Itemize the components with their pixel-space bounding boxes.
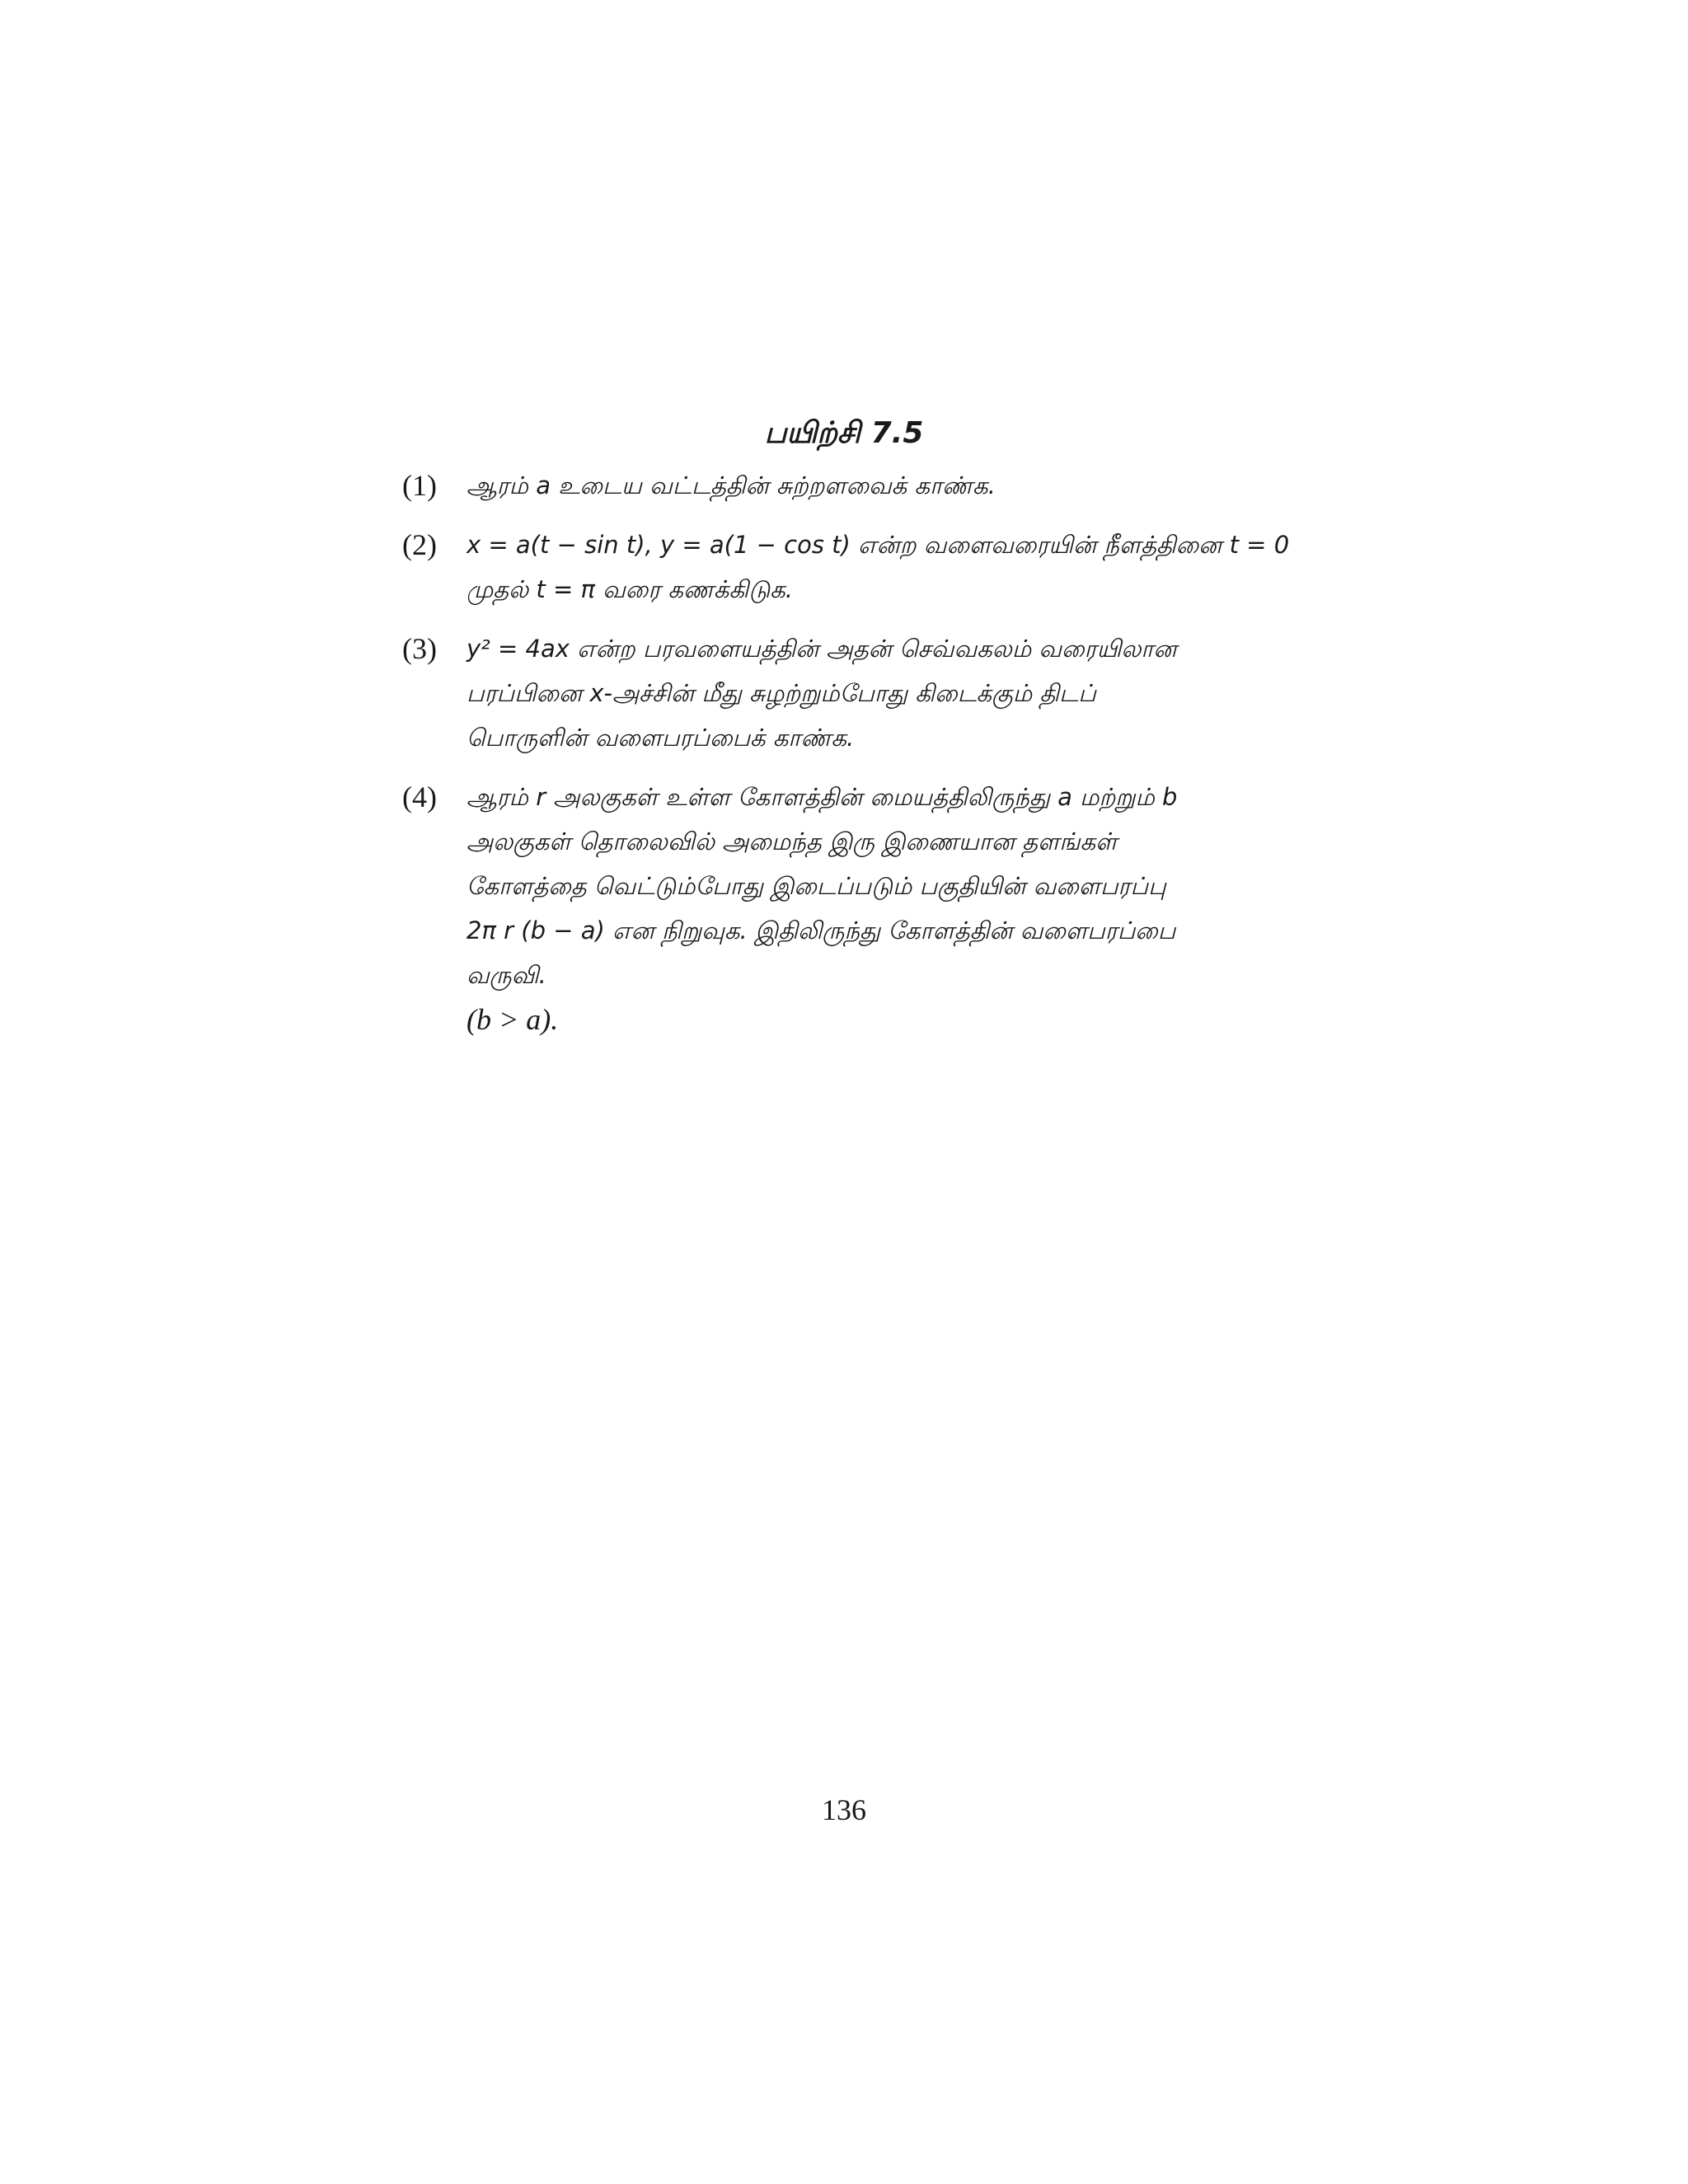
exercise-item-2	[402, 523, 1292, 612]
exercise-list	[402, 463, 1292, 1042]
item-number: (4)	[402, 780, 437, 813]
item-line: y² = 4ax என்ற பரவளையத்தின் அதன் செவ்வகலம் வரையிலான	[467, 635, 1177, 663]
item-line: x = a(t − sin t), y = a(1 − cos t) என்ற வளைவரையின் நீளத்தினை t = 0	[467, 531, 1290, 559]
exercise-item-3	[402, 626, 1292, 760]
exercise-item-1	[402, 463, 1292, 508]
item-text	[467, 523, 1292, 612]
item-line: ஆரம் r அலகுகள் உள்ள கோளத்தின் மையத்திலிருந்து a மற்றும் b	[467, 783, 1178, 811]
page-number: 136	[822, 1793, 866, 1826]
item-number: (3)	[402, 632, 437, 665]
exercise-title: பயிற்சி 7.5	[764, 416, 924, 450]
item-text	[467, 775, 1292, 1042]
item-number: (1)	[402, 469, 437, 502]
item-text	[467, 463, 1292, 508]
item-line: ஆரம் a உடைய வட்டத்தின் சுற்றளவைக் காண்க.	[467, 471, 996, 499]
item-number: (2)	[402, 528, 437, 561]
item-line: அலகுகள் தொலைவில் அமைந்த இரு இணையான தளங்கள்	[467, 827, 1118, 855]
item-line: கோளத்தை வெட்டும்போது இடைப்படும் பகுதியின் வளைபரப்பு	[467, 872, 1166, 900]
item-line: முதல் t = π வரை கணக்கிடுக.	[467, 575, 793, 603]
exercise-item-4	[402, 775, 1292, 1042]
item-line: 2π r (b − a) என நிறுவுக. இதிலிருந்து கோளத்தின் வளைபரப்பை	[467, 916, 1176, 944]
item-line: பொருளின் வளைபரப்பைக் காண்க.	[467, 724, 855, 752]
item-line: பரப்பினை x-அச்சின் மீது சுழற்றும்போது கிடைக்கும் திடப்	[467, 679, 1096, 707]
item-condition: (b > a).	[467, 1003, 559, 1036]
item-line: வருவி.	[467, 961, 546, 989]
item-text	[467, 626, 1292, 760]
